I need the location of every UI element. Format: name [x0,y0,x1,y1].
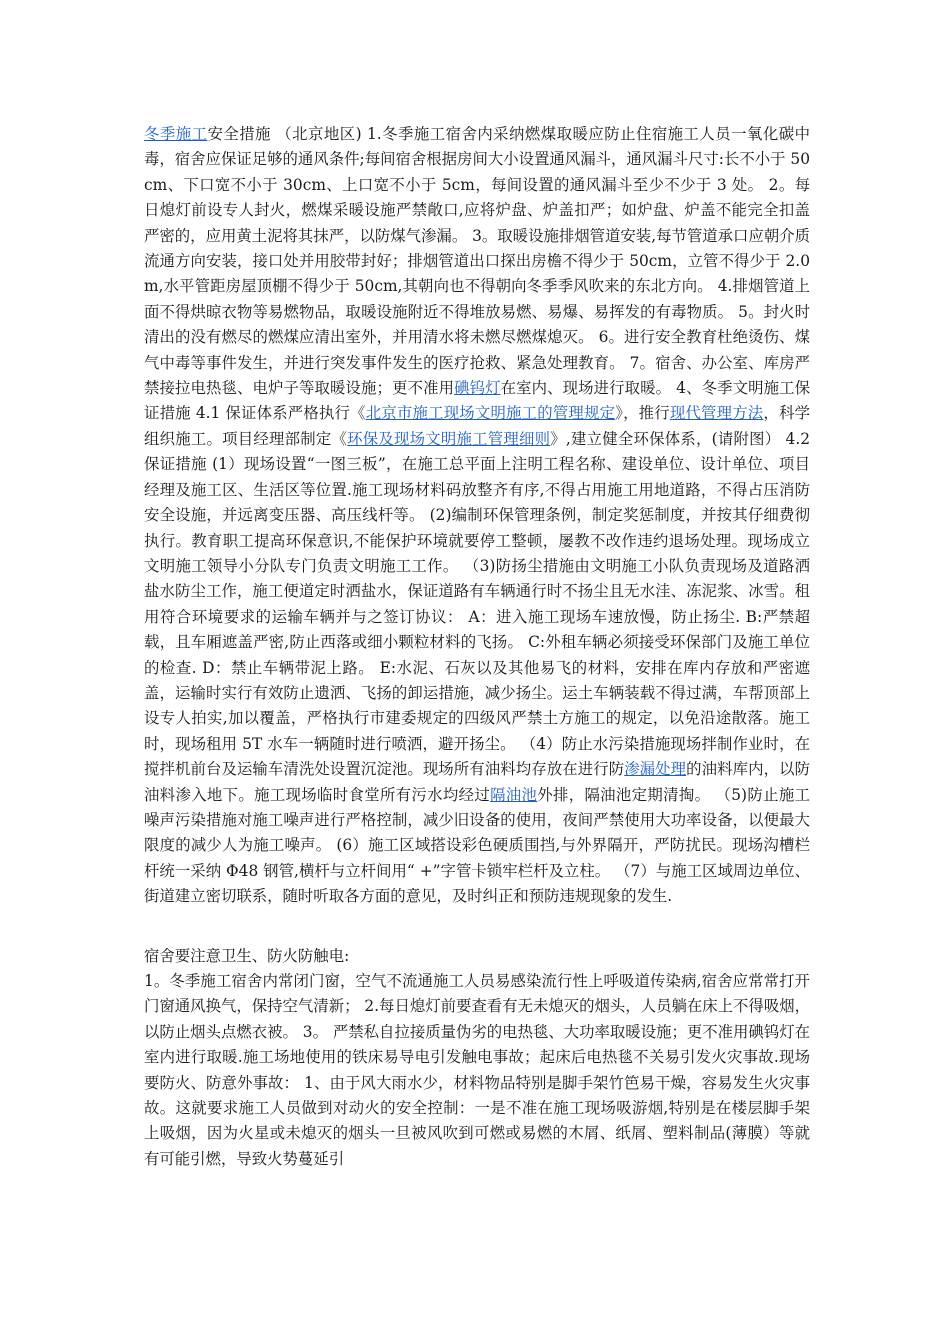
link-environment-rules[interactable]: 环保及现场文明施工管理细则 [347,429,551,448]
text-segment: 的油料库内，以防油料渗入地下。施工现场临时食堂所有污水均经过 [144,760,810,804]
paragraph-dormitory-safety: 1。冬季施工宿舍内常闭门窗，空气不流通施工人员易感染流行性上呼吸道传染病,宿舍应常常打开门窗通风换气，保持空气清新； 2.每日熄灯前要查看有无未熄灭的烟头，人员躺在床上不得吸烟，以防止烟头点燃衣被。 3。 严禁私自拉接质量伪劣的电热毯、大功率取暖设施；更不准用碘钨灯在室内进行取暖.施工场地使用的铁床易导电引发触电事故；起床后电热毯不关易引发火灾事故.现场要防火、防意外事故： 1、由于风大雨水少，材料物品特别是脚手架竹笆易干燥，容易发生火灾事故。这就要求施工人员做到对动火的安全控制：一是不准在施工现场吸游烟,特别是在楼层脚手架上吸烟，因为火星或未熄灭的烟头一旦被风吹到可燃或易燃的木屑、纸屑、塑料制品(薄膜）等就有可能引燃，导致火势蔓延引 [144,972,810,1168]
link-iodine-tungsten-lamp[interactable]: 碘钨灯 [454,379,501,398]
text-segment: 外排，隔油池定期清掏。 （5)防止施工噪声污染措施对施工噪声进行严格控制，减少旧设备的使用，夜间严禁使用大功率设备，以便最大限度的减少人为施工噪声。 (6）施工区域搭设彩色硬质围挡,与外界隔开，严防扰民。现场沟槽栏杆统一采纳 Φ48 钢管,横杆与立杆间用“ +”字管卡锁牢栏杆及立柱。 （7）与施工区域周边单位、街道建立密切联系，随时听取各方面的意见，及时纠正和预防违规现象的发生. [144,785,810,906]
text-segment: 安全措施 （北京地区) 1.冬季施工宿舍内采纳燃煤取暖应防止住宿施工人员一氧化碳中毒，宿舍应保证足够的通风条件;每间宿舍根据房间大小设置通风漏斗，通风漏斗尺寸:长不小于 50cm、下口宽不小于 30cm、上口宽不小于 5cm，每间设置的通风漏斗至少不少于 3 处。 2。每日熄灯前设专人封火，燃煤采暖设施严禁敞口,应将炉盘、炉盖扣严；如炉盘、炉盖不能完全扣盖严密的，应用黄土泥将其抹严，以防煤气渗漏。 3。取暖设施排烟管道安装,每节管道承口应朝介质流通方向安装，接口处并用胶带封好；排烟管道出口探出房檐不得少于 50cm，立管不得少于 2.0m,水平管距房屋顶棚不得少于 50cm,其朝向也不得朝向冬季季风吹来的东北方向。 4.排烟管道上面不得烘晾衣物等易燃物品，取暖设施附近不得堆放易燃、易爆、易挥发的有毒物质。 5。封火时清出的没有燃尽的燃煤应清出室外，并用清水将未燃尽燃煤熄灭。 6。进行安全教育杜绝烫伤、煤气中毒等事件发生，并进行突发事件发生的医疗抢救、紧急处理教育。 7。宿舍、办公室、库房严禁接拉电热毯、电炉子等取暖设施；更不准用 [144,125,810,398]
link-modern-management[interactable]: 现代管理方法 [669,404,764,423]
link-grease-trap[interactable]: 隔油池 [490,785,538,804]
text-segment: 在室内、现场进行取暖。 4、冬季文明施工保证措施 4.1 保证体系严格执行《 [144,379,810,423]
text-segment: 》,建立健全环保体系，(请附图） 4.2 保证措施 (1）现场设置“一图三板”，在施工总平面上注明工程名称、建设单位、设计单位、项目经理及施工区、生活区等位置.施工现场材料码放整齐有序,不得占用施工用地道路，不得占压消防安全设施，并远离变压器、高压线杆等。 (2)编制环保管理条例，制定奖惩制度，并按其仔细费彻执行。教育职工提高环保意识,不能保护环境就要停工整顿，屡教不改作违约退场处理。现场成立文明施工领导小分队专门负责文明施工工作。 （3)防扬尘措施由文明施工小队负责现场及道路洒盐水防尘工作，施工便道定时洒盐水，保证道路有车辆通行时不扬尘且无水洼、冻泥浆、冰雪。租用符合环境要求的运输车辆并与之签订协议： A：进入施工现场车速放慢，防止扬尘. B:严禁超载，且车厢遮盖严密,防止西落或细小颗粒材料的飞扬。 C:外租车辆必须接受环保部门及施工单位的检查. D：禁止车辆带泥上路。 E:水泥、石灰以及其他易飞的材料，安排在库内存放和严密遮盖，运输时实行有效防止遗洒、飞扬的卸运措施，减少扬尘。运土车辆装载不得过满，车帮顶部上设专人拍实,加以覆盖，严格执行市建委规定的四级风严禁土方施工的规定，以免沿途散落。施工时，现场租用 5T 水车一辆随时进行喷洒，避开扬尘。 （4）防止水污染措施现场拌制作业时，在搅拌机前台及运输车清洗处设置沉淀池。现场所有油料均存放在进行防 [144,429,810,779]
section-heading-dormitory: 宿舍要注意卫生、防火防触电: [144,946,350,965]
link-leak-treatment[interactable]: 渗漏处理 [624,760,687,779]
link-beijing-regulations[interactable]: 北京市施工现场文明施工的管理规定 [365,404,616,423]
paragraph-spacer [144,910,810,944]
link-winter-construction[interactable]: 冬季施工 [144,125,208,143]
paragraph-winter-safety [144,122,810,910]
text-segment: 》，推行 [615,404,670,423]
document-body [144,122,810,1172]
text-segment: ，科学组织施工。项目经理部制定《 [144,404,810,448]
